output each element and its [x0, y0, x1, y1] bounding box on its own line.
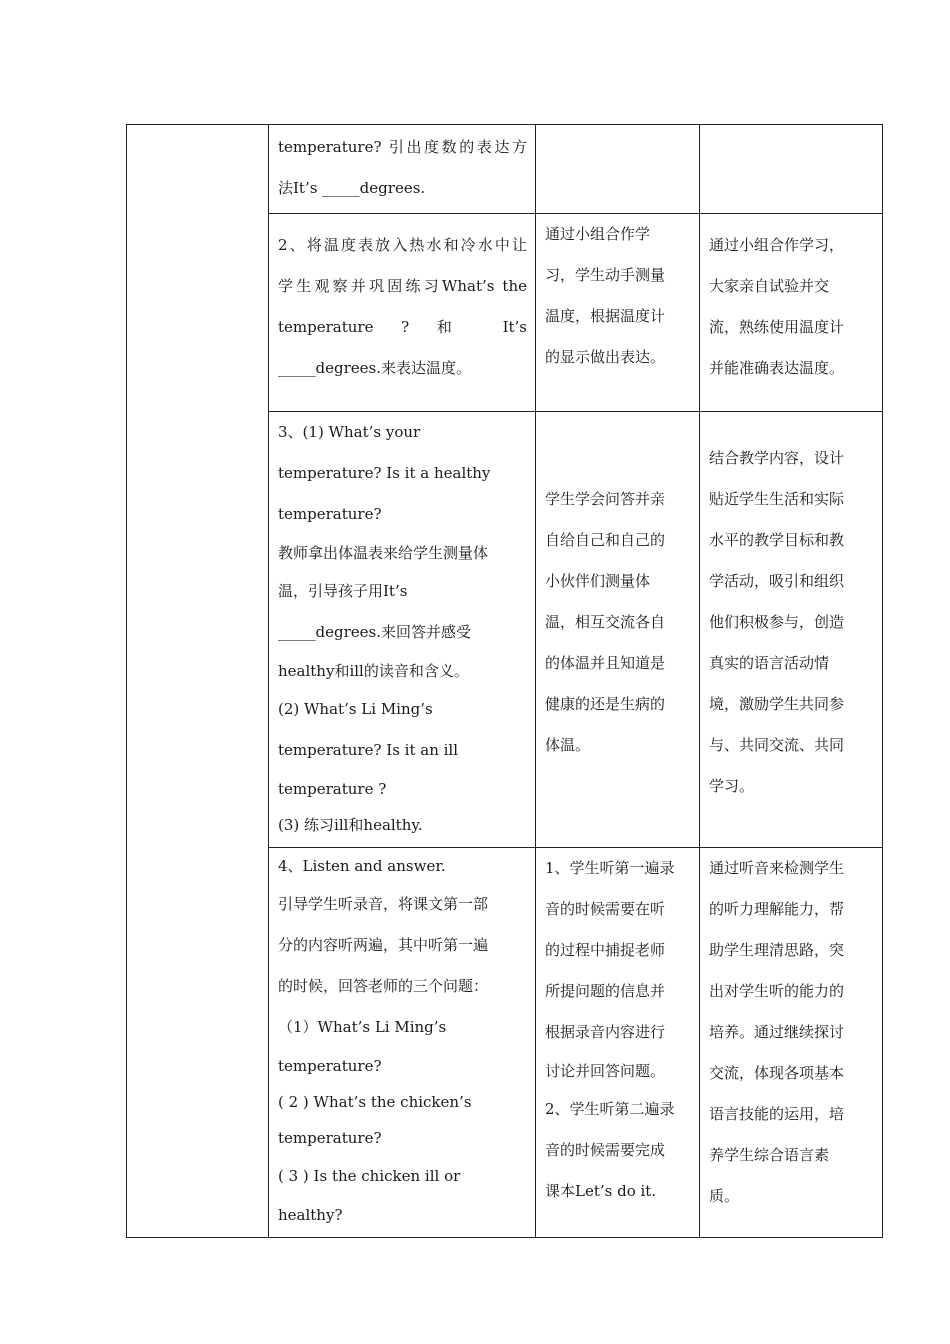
design-intent-cell: [700, 848, 883, 1238]
intent-line: 的听力理解能力，帮: [709, 900, 845, 918]
process-cell: [269, 848, 536, 1238]
process-line: ( 3 ) Is the chicken ill or: [278, 1167, 461, 1185]
process-line: 学生观察并巩固练习What’s the: [278, 277, 527, 295]
process-line: temperature ? 和 It’s: [278, 318, 527, 336]
intent-line: 语言技能的运用，培: [709, 1105, 845, 1123]
process-line: temperature?: [278, 1057, 382, 1075]
student-line: 课本Let’s do it.: [545, 1182, 657, 1200]
student-line: 的过程中捕捉老师: [545, 941, 666, 959]
process-line: 3、(1) What’s your: [278, 423, 421, 441]
process-line: 法It’s _____degrees.: [278, 179, 426, 197]
process-line: 2、将温度表放入热水和冷水中让: [278, 236, 527, 254]
intent-line: 养学生综合语言素: [709, 1146, 830, 1164]
student-line: 通过小组合作学: [545, 225, 651, 243]
student-line: 小伙伴们测量体: [545, 572, 651, 590]
process-line: temperature?: [278, 505, 382, 523]
intent-line: 出对学生听的能力的: [709, 982, 845, 1000]
intent-line: 境，激励学生共同参: [709, 695, 845, 713]
intent-line: 他们积极参与，创造: [709, 613, 845, 631]
process-line: 引导学生听录音，将课文第一部: [278, 895, 489, 913]
process-line: healthy和ill的读音和含义。: [278, 662, 469, 680]
process-line: 的时候，回答老师的三个问题：: [278, 977, 489, 995]
process-line: _____degrees.来表达温度。: [278, 359, 471, 377]
design-intent-cell: [700, 214, 883, 412]
process-cell: [269, 125, 536, 214]
student-activity-cell: [536, 848, 700, 1238]
intent-line: 大家亲自试验并交: [709, 277, 830, 295]
intent-line: 并能准确表达温度。: [709, 359, 845, 377]
process-cell: [269, 412, 536, 848]
student-line: 音的时候需要在听: [545, 900, 666, 918]
process-line: （1）What’s Li Ming’s: [278, 1018, 447, 1036]
student-line: 讨论并回答问题。: [545, 1062, 666, 1080]
intent-line: 与、共同交流、共同: [709, 736, 845, 754]
table-row: [127, 125, 883, 214]
process-line: 温，引导孩子用It’s: [278, 582, 408, 600]
process-line: 4、Listen and answer.: [278, 857, 446, 875]
process-cell: [269, 214, 536, 412]
process-line: 分的内容听两遍，其中听第一遍: [278, 936, 489, 954]
student-line: 所提问题的信息并: [545, 982, 666, 1000]
student-line: 音的时候需要完成: [545, 1141, 666, 1159]
student-activity-cell: [536, 412, 700, 848]
student-line: 的体温并且知道是: [545, 654, 666, 672]
design-intent-cell: [700, 125, 883, 214]
process-line: (3) 练习ill和healthy.: [278, 816, 423, 834]
student-line: 根据录音内容进行: [545, 1023, 666, 1041]
process-line: temperature ?: [278, 780, 387, 798]
intent-line: 培养。通过继续探讨: [709, 1023, 845, 1041]
student-line: 健康的还是生病的: [545, 695, 666, 713]
student-line: 1、学生听第一遍录: [545, 859, 675, 877]
intent-line: 贴近学生生活和实际: [709, 490, 845, 508]
design-intent-cell: [700, 412, 883, 848]
intent-line: 学活动，吸引和组织: [709, 572, 845, 590]
stage-column-cell: [127, 125, 269, 1238]
intent-line: 学习。: [709, 777, 755, 795]
intent-line: 交流，体现各项基本: [709, 1064, 845, 1082]
intent-line: 通过小组合作学习，: [709, 236, 845, 254]
student-line: 温，相互交流各自: [545, 613, 666, 631]
intent-line: 助学生理清思路，突: [709, 941, 845, 959]
process-line: temperature? Is it an ill: [278, 741, 459, 759]
intent-line: 通过听音来检测学生: [709, 859, 845, 877]
process-line: 教师拿出体温表来给学生测量体: [278, 544, 489, 562]
student-line: 自给自己和自己的: [545, 531, 666, 549]
process-line: ( 2 ) What’s the chicken’s: [278, 1093, 472, 1111]
process-line: temperature? 引出度数的表达方: [278, 138, 527, 156]
student-line: 2、学生听第二遍录: [545, 1100, 675, 1118]
student-line: 习，学生动手测量: [545, 266, 666, 284]
process-line: _____degrees.来回答并感受: [278, 623, 471, 641]
lesson-plan-table: [126, 124, 883, 1238]
student-activity-cell: [536, 214, 700, 412]
intent-line: 流，熟练使用温度计: [709, 318, 845, 336]
student-activity-cell: [536, 125, 700, 214]
intent-line: 真实的语言活动情: [709, 654, 830, 672]
student-line: 的显示做出表达。: [545, 348, 666, 366]
student-line: 体温。: [545, 736, 591, 754]
student-line: 学生学会问答并亲: [545, 490, 666, 508]
intent-line: 结合教学内容，设计: [709, 449, 845, 467]
process-line: temperature? Is it a healthy: [278, 464, 491, 482]
intent-line: 水平的教学目标和教: [709, 531, 845, 549]
intent-line: 质。: [709, 1187, 740, 1205]
process-line: temperature?: [278, 1129, 382, 1147]
student-line: 温度，根据温度计: [545, 307, 666, 325]
process-line: healthy?: [278, 1206, 343, 1224]
process-line: (2) What’s Li Ming’s: [278, 700, 433, 718]
